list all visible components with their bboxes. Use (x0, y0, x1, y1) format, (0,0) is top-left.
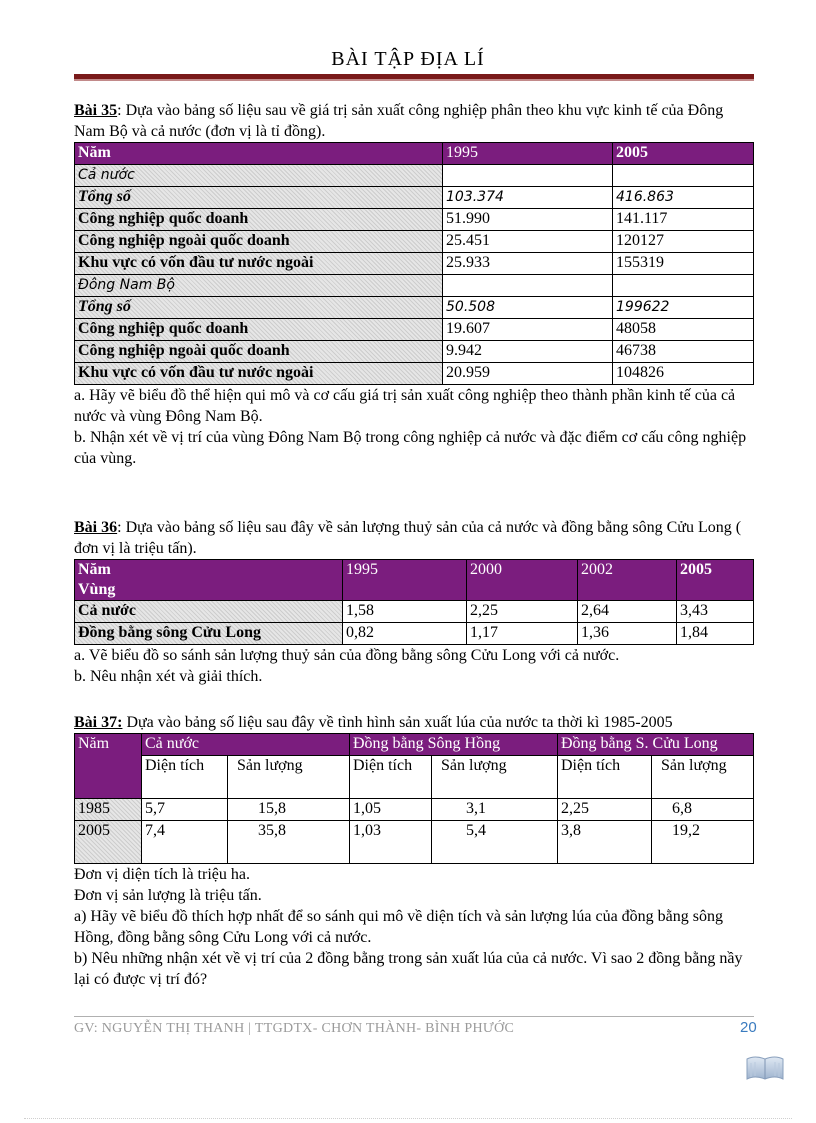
page-bottom-rule (24, 1118, 792, 1119)
ex35-label: Bài 35 (74, 102, 118, 119)
table-cell: Công nghiệp quốc doanh (75, 209, 443, 231)
table-cell: Công nghiệp quốc doanh (75, 319, 443, 341)
table-row (75, 165, 754, 187)
ex36-table (74, 559, 754, 645)
page-title: BÀI TẬP ĐỊA LÍ (331, 48, 485, 70)
table-cell: 48058 (613, 319, 754, 341)
table-cell: 3,43 (677, 601, 754, 623)
table-header-cell: Năm (75, 734, 142, 799)
table-cell: 15,8 (228, 799, 350, 821)
table-cell: Cả nước (75, 165, 443, 187)
table-header-row (75, 560, 754, 601)
ex36-label: Bài 36 (74, 519, 118, 536)
table-row (75, 341, 754, 363)
table-header-cell: Đồng bằng S. Cửu Long (558, 734, 754, 756)
table-cell: 19.607 (443, 319, 613, 341)
table-cell: 3,1 (432, 799, 558, 821)
table-cell: 5,7 (142, 799, 228, 821)
table-cell: 1,17 (467, 623, 578, 645)
table-cell: 1,58 (343, 601, 467, 623)
table-cell: 1,05 (350, 799, 432, 821)
table-header-cell: 1995 (343, 560, 467, 601)
ex36-question-a: a. Vẽ biểu đồ so sánh sản lượng thuỷ sản của đồng bằng sông Cửu Long với cả nước. (74, 647, 620, 664)
footer-rule (74, 1016, 754, 1017)
table-header-cell: Cả nước (142, 734, 350, 756)
ex35-question-a: a. Hãy vẽ biểu đồ thể hiện qui mô và cơ cấu giá trị sản xuất công nghiệp theo thành phần kinh tế của cả nước và vùng Đông Nam Bộ. (74, 387, 736, 425)
table-cell: 1,03 (350, 821, 432, 864)
table-header-row (75, 143, 754, 165)
table-cell (443, 275, 613, 297)
table-cell: 141.117 (613, 209, 754, 231)
table-row (75, 231, 754, 253)
ex37-question-a: a) Hãy vẽ biểu đồ thích hợp nhất để so sánh qui mô về diện tích và sản lượng lúa của đồng bằng sông Hồng, đồng bằng sông Cửu Long với cả nước. (74, 908, 724, 946)
ex37-unit-output: Đơn vị sản lượng là triệu tấn. (74, 887, 262, 904)
table-cell: 5,4 (432, 821, 558, 864)
table-cell (443, 165, 613, 187)
book-icon (745, 1051, 785, 1083)
table-row (75, 275, 754, 297)
table-cell: 104826 (613, 363, 754, 385)
table-cell (613, 275, 754, 297)
table-row (75, 601, 754, 623)
table-cell: Cả nước (75, 601, 343, 623)
ex37-table (74, 733, 754, 864)
ex37-unit-area: Đơn vị diện tích là triệu ha. (74, 866, 250, 883)
table-cell: 25.933 (443, 253, 613, 275)
table-cell: 2005 (75, 821, 142, 864)
table-cell: 19,2 (652, 821, 754, 864)
table-subheader-cell: Sản lượng (228, 756, 350, 799)
table-cell: 46738 (613, 341, 754, 363)
table-header-cell: 2005 (613, 143, 754, 165)
table-cell: Tổng số (75, 187, 443, 209)
table-header-cell: Năm (75, 143, 443, 165)
table-cell: 7,4 (142, 821, 228, 864)
page-number: 20 (740, 1019, 757, 1036)
table-cell: 2,25 (558, 799, 652, 821)
table-row (75, 253, 754, 275)
table-cell: Khu vực có vốn đầu tư nước ngoài (75, 363, 443, 385)
table-cell: 120127 (613, 231, 754, 253)
ex35-table (74, 142, 754, 385)
table-row (75, 363, 754, 385)
table-cell: 155319 (613, 253, 754, 275)
table-header-row (75, 734, 754, 756)
table-cell: 50.508 (443, 297, 613, 319)
table-header-cell: 2005 (677, 560, 754, 601)
ex37-intro: Bài 37: Dựa vào bảng số liệu sau đây về tình hình sản xuất lúa của nước ta thời kì 1985-2005 (74, 714, 673, 731)
table-subheader-cell: Sản lượng (652, 756, 754, 799)
exercise-35 (74, 100, 754, 469)
table-cell: 1985 (75, 799, 142, 821)
table-cell: 6,8 (652, 799, 754, 821)
table-row (75, 821, 754, 864)
table-subheader-cell: Diện tích (350, 756, 432, 799)
table-row (75, 319, 754, 341)
table-cell (613, 165, 754, 187)
table-cell: 20.959 (443, 363, 613, 385)
table-row (75, 799, 754, 821)
table-cell: Đông Nam Bộ (75, 275, 443, 297)
table-subheader-cell: Diện tích (142, 756, 228, 799)
table-subheader-cell: Sản lượng (432, 756, 558, 799)
table-cell: 103.374 (443, 187, 613, 209)
table-header-cell: 2002 (578, 560, 677, 601)
ex36-intro: Bài 36: Dựa vào bảng số liệu sau đây về sản lượng thuỷ sản của cả nước và đồng bằng sông Cửu Long ( đơn vị là triệu tấn). (74, 519, 742, 557)
table-row (75, 187, 754, 209)
table-header-cell: 2000 (467, 560, 578, 601)
ex37-question-b: b) Nêu những nhận xét về vị trí của 2 đồng bằng trong sản xuất lúa của cả nước. Vì sao 2 đồng bằng nầy lại có được vị trí đó? (74, 950, 743, 988)
table-cell: 0,82 (343, 623, 467, 645)
table-cell: 199622 (613, 297, 754, 319)
table-cell: 2,25 (467, 601, 578, 623)
table-cell: 9.942 (443, 341, 613, 363)
table-cell: 416.863 (613, 187, 754, 209)
ex37-label: Bài 37: (74, 714, 123, 731)
table-cell: 2,64 (578, 601, 677, 623)
ex35-intro: Bài 35: Dựa vào bảng số liệu sau về giá trị sản xuất công nghiệp phân theo khu vực kinh tế của Đông Nam Bộ và cả nước (đơn vị là tỉ đồng). (74, 102, 724, 140)
table-cell: 35,8 (228, 821, 350, 864)
table-cell: Khu vực có vốn đầu tư nước ngoài (75, 253, 443, 275)
table-row (75, 297, 754, 319)
table-cell: 1,36 (578, 623, 677, 645)
table-cell: 3,8 (558, 821, 652, 864)
ex35-question-b: b. Nhận xét về vị trí của vùng Đông Nam Bộ trong công nghiệp cả nước và đặc điểm cơ cấu công nghiệp của vùng. (74, 429, 747, 467)
table-header-cell: Năm Vùng (75, 560, 343, 601)
table-cell: Công nghiệp ngoài quốc doanh (75, 231, 443, 253)
table-row (75, 209, 754, 231)
table-cell: 1,84 (677, 623, 754, 645)
table-cell: 51.990 (443, 209, 613, 231)
exercise-36 (74, 517, 754, 687)
table-header-cell: 1995 (443, 143, 613, 165)
table-cell: Tổng số (75, 297, 443, 319)
ex36-question-b: b. Nêu nhận xét và giải thích. (74, 668, 263, 685)
table-subheader-row (75, 756, 754, 799)
table-cell: 25.451 (443, 231, 613, 253)
table-cell: Công nghiệp ngoài quốc doanh (75, 341, 443, 363)
exercise-37 (74, 712, 754, 990)
table-header-cell: Đồng bằng Sông Hồng (350, 734, 558, 756)
table-cell: Đồng bằng sông Cửu Long (75, 623, 343, 645)
table-subheader-cell: Diện tích (558, 756, 652, 799)
table-row (75, 623, 754, 645)
header-rule (74, 74, 754, 81)
footer-text: GV: NGUYỄN THỊ THANH | TTGDTX- CHƠN THÀNH- BÌNH PHƯỚC (74, 1021, 515, 1036)
